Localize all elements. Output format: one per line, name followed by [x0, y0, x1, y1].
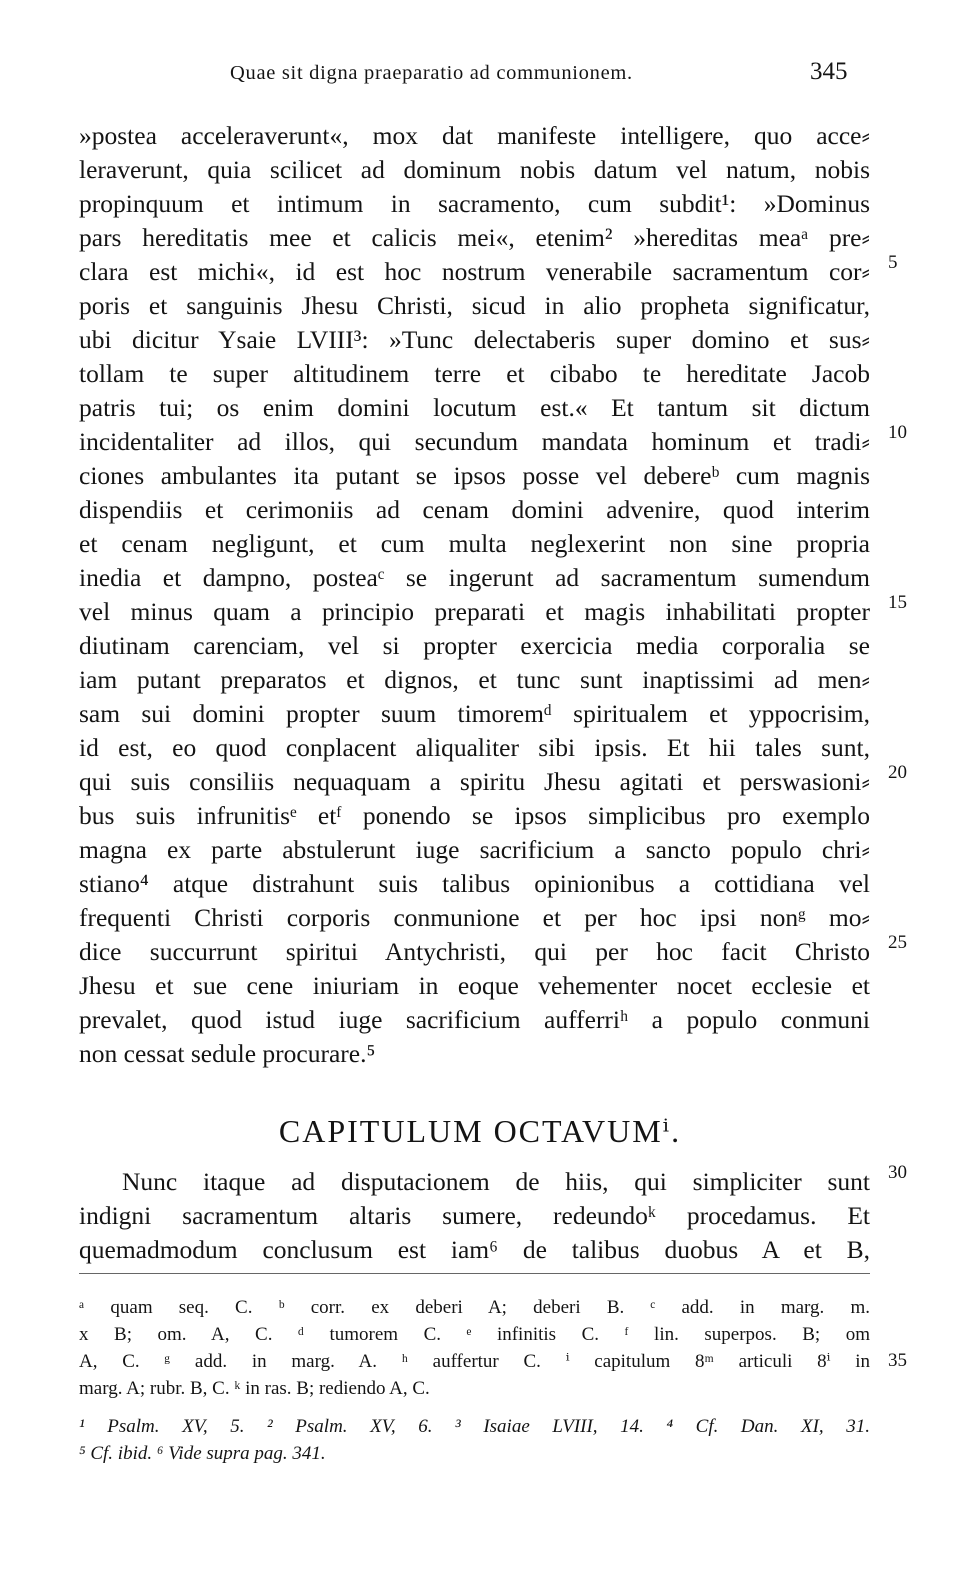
footnote-divider	[79, 1273, 870, 1274]
text-line: indigni sacramentum altaris sumere, redeundoᵏ procedamus. Et	[79, 1201, 870, 1230]
text-line: diutinam carenciam, vel si propter exercicia media corporalia se	[79, 631, 870, 660]
text-line: incidentaliter ad illos, qui secundum mandata hominum et tradi⸗	[79, 427, 870, 456]
text-line: dice succurrunt spiritui Antychristi, qui per hoc facit Christo	[79, 937, 870, 966]
text-line: pars hereditatis mee et calicis mei«, etenim² »hereditas meaᵃ pre⸗	[79, 223, 870, 252]
text-line: frequenti Christi corporis conmunione et per hoc ipsi nonᵍ mo⸗	[79, 903, 870, 932]
source-note-line: ¹ Psalm. XV, 5. ² Psalm. XV, 6. ³ Isaiae LVIII, 14. ⁴ Cf. Dan. XI, 31.	[79, 1416, 870, 1437]
line-number: 15	[888, 592, 907, 613]
text-line: iam putant preparatos et dignos, et tunc sunt inaptissimi ad men⸗	[79, 665, 870, 694]
text-line: poris et sanguinis Jhesu Christi, sicud in alio propheta significatur,	[79, 291, 870, 320]
text-line: id est, eo quod conplacent aliqualiter sibi ipsis. Et hii tales sunt,	[79, 733, 870, 762]
text-line: leraverunt, quia scilicet ad dominum nobis datum vel natum, nobis	[79, 155, 870, 184]
page-number: 345	[810, 58, 848, 85]
text-line: »postea acceleraverunt«, mox dat manifeste intelligere, quo acce⸗	[79, 121, 870, 150]
text-line: inedia et dampno, posteaᶜ se ingerunt ad sacramentum sumendum	[79, 563, 870, 592]
line-number: 20	[888, 762, 907, 783]
text-line: clara est michi«, id est hoc nostrum venerabile sacramentum cor⸗	[79, 257, 870, 286]
running-header: Quae sit digna praeparatio ad communionem.	[230, 62, 633, 84]
text-line: bus suis infrunitisᵉ etᶠ ponendo se ipsos simplicibus pro exemplo	[79, 801, 870, 830]
apparatus-line: marg. A; rubr. B, C. ᵏ in ras. B; rediendo A, C.	[79, 1378, 430, 1399]
text-line: dispendiis et cerimoniis ad cenam domini advenire, quod interim	[79, 495, 870, 524]
text-line: stiano⁴ atque distrahunt suis talibus opinionibus a cottidiana vel	[79, 869, 870, 898]
text-line: propinquum et intimum in sacramento, cum subdit¹: »Dominus	[79, 189, 870, 218]
line-number: 10	[888, 422, 907, 443]
text-line: Nunc itaque ad disputacionem de hiis, qui simpliciter sunt	[122, 1167, 870, 1196]
apparatus-line: x B; om. A, C. ᵈ tumorem C. ᵉ infinitis C. ᶠ lin. superpos. B; om	[79, 1324, 870, 1345]
text-line: Jhesu et sue cene iniuriam in eoque vehementer nocet ecclesie et	[79, 971, 870, 1000]
text-line: quemadmodum conclusum est iam⁶ de talibus duobus A et B,	[79, 1235, 870, 1264]
text-line: et cenam negligunt, et cum multa neglexerint non sine propria	[79, 529, 870, 558]
text-line: patris tui; os enim domini locutum est.« Et tantum sit dictum	[79, 393, 870, 422]
chapter-heading: CAPITULUM OCTAVUMⁱ.	[278, 1113, 682, 1149]
apparatus-line: A, C. ᵍ add. in marg. A. ʰ auffertur C. ⁱ capitulum 8ᵐ articuli 8ⁱ in	[79, 1351, 870, 1372]
line-number: 30	[888, 1162, 907, 1183]
apparatus-line: ᵃ quam seq. C. ᵇ corr. ex deberi A; deberi B. ᶜ add. in marg. m.	[79, 1297, 870, 1318]
source-note-line: ⁵ Cf. ibid. ⁶ Vide supra pag. 341.	[79, 1443, 326, 1464]
text-line: sam sui domini propter suum timoremᵈ spiritualem et yppocrisim,	[79, 699, 870, 728]
text-line: vel minus quam a principio preparati et magis inhabilitati propter	[79, 597, 870, 626]
text-line: qui suis consiliis nequaquam a spiritu Jhesu agitati et perswasioni⸗	[79, 767, 870, 796]
text-line: prevalet, quod istud iuge sacrificium aufferriʰ a populo conmuni	[79, 1005, 870, 1034]
line-number: 35	[888, 1350, 907, 1371]
text-line: ubi dicitur Ysaie LVIII³: »Tunc delectaberis super domino et sus⸗	[79, 325, 870, 354]
text-line: tollam te super altitudinem terre et cibabo te hereditate Jacob	[79, 359, 870, 388]
line-number: 5	[888, 252, 898, 273]
text-line: non cessat sedule procurare.⁵	[79, 1039, 376, 1068]
text-line: ciones ambulantes ita putant se ipsos posse vel debereᵇ cum magnis	[79, 461, 870, 490]
line-number: 25	[888, 932, 907, 953]
text-line: magna ex parte abstulerunt iuge sacrificium a sancto populo chri⸗	[79, 835, 870, 864]
